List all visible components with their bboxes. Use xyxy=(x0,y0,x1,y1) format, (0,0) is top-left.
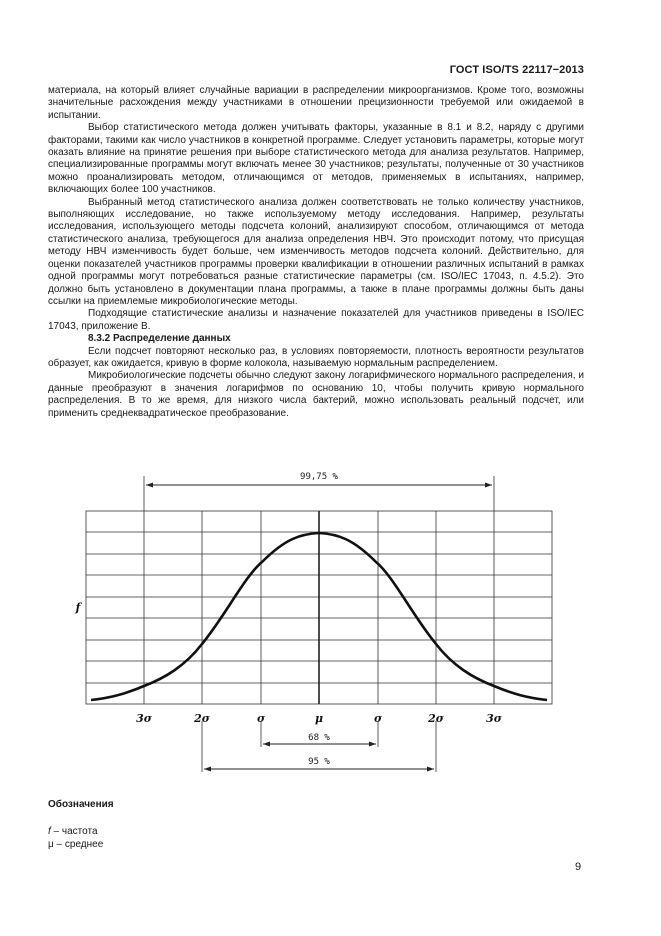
x-tick-label: 3σ xyxy=(486,712,502,725)
paragraph-2: Выбор статистического метода должен учитывать факторы, указанные в 8.1 и 8.2, наряду с другими факторами, такими как число участников в конкретной программе. Следует установить параметры, которые могут оказать влияние на принятие решения при выборе статистического метода для анализа результатов. Например, специализированные программы могут включать менее 30 участников; результаты, полученные от 30 участников можно проанализировать методом, отличающимся от методов, применяемых в испытаниях, например, включающих более 100 участников. xyxy=(48,122,584,196)
legend-item xyxy=(48,825,103,838)
x-tick-label: 2σ xyxy=(428,712,444,725)
y-axis-label: f xyxy=(75,601,81,614)
x-tick-label: 2σ xyxy=(194,712,210,725)
x-tick-label: σ xyxy=(373,712,383,725)
legend-symbol: f xyxy=(48,826,51,837)
paragraph-6: Микробиологические подсчеты обычно следуют закону логарифмического нормального распределения, и данные преобразуют в значения логарифмов по основанию 10, чтобы получить кривую нормального распределения. В то же время, для низкого числа бактерий, можно использовать реальный подсчет, или применить среднеквадратическое преобразование. xyxy=(48,370,584,419)
page-number: 9 xyxy=(575,861,582,873)
paragraph-3: Выбранный метод статистического анализа должен соответствовать не только количеству участников, выполняющих исследование, но также используемому методу исследования. Например, результаты исследования, использующего методы подсчета колоний, анализируют способом, отличающимся от метода статистического анализа, требующегося для анализа определения НВЧ. Это происходит потому, что присущая методу НВЧ изменчивость будет больше, чем изменчивость методов подсчета колоний. Действительно, для оценки показателей участников программы проверки квалификации в отношении различных испытаний в рамках одной программы могут потребоваться разные статистические параметры (см. ISO/IEC 17043, п. 4.5.2). Это должно быть установлено в документации плана программы, а также в плане программы должны быть даны ссылки на приемлемые микробиологические методы. xyxy=(48,196,584,307)
legend-text: – частота xyxy=(50,826,98,837)
span-99-label: 99,75 % xyxy=(300,472,338,482)
legend-item xyxy=(48,838,103,851)
legend-symbol: μ xyxy=(48,839,54,850)
normal-distribution-figure xyxy=(0,466,661,776)
span-68-label: 68 % xyxy=(308,733,330,743)
x-tick-label: σ xyxy=(256,712,266,725)
body-text xyxy=(48,85,584,420)
span-95-label: 95 % xyxy=(308,757,330,767)
legend-list xyxy=(48,825,103,851)
section-heading: 8.3.2 Распределение данных xyxy=(88,333,231,345)
document-header: ГОСТ ISO/TS 22117−2013 xyxy=(449,64,584,76)
legend-text: – среднее xyxy=(53,839,104,850)
x-tick-label: μ xyxy=(314,712,324,725)
legend-title: Обозначения xyxy=(48,799,114,810)
paragraph-4: Подходящие статистические анализы и назначение показателей для участников приведены в ISO/IEC 17043, приложение В. xyxy=(48,308,584,332)
paragraph-1: материала, на который влияет случайные вариации в распределении микроорганизмов. Кроме того, возможны значительные расхождения между участниками в отношении прецизионности требуемой или ожидаемой в испытании. xyxy=(48,85,584,121)
x-tick-label: 3σ xyxy=(136,712,152,725)
paragraph-5: Если подсчет повторяют несколько раз, в условиях повторяемости, плотность вероятности результатов образует, как ожидается, кривую в форме колокола, называемую нормальным распределением. xyxy=(48,345,584,369)
